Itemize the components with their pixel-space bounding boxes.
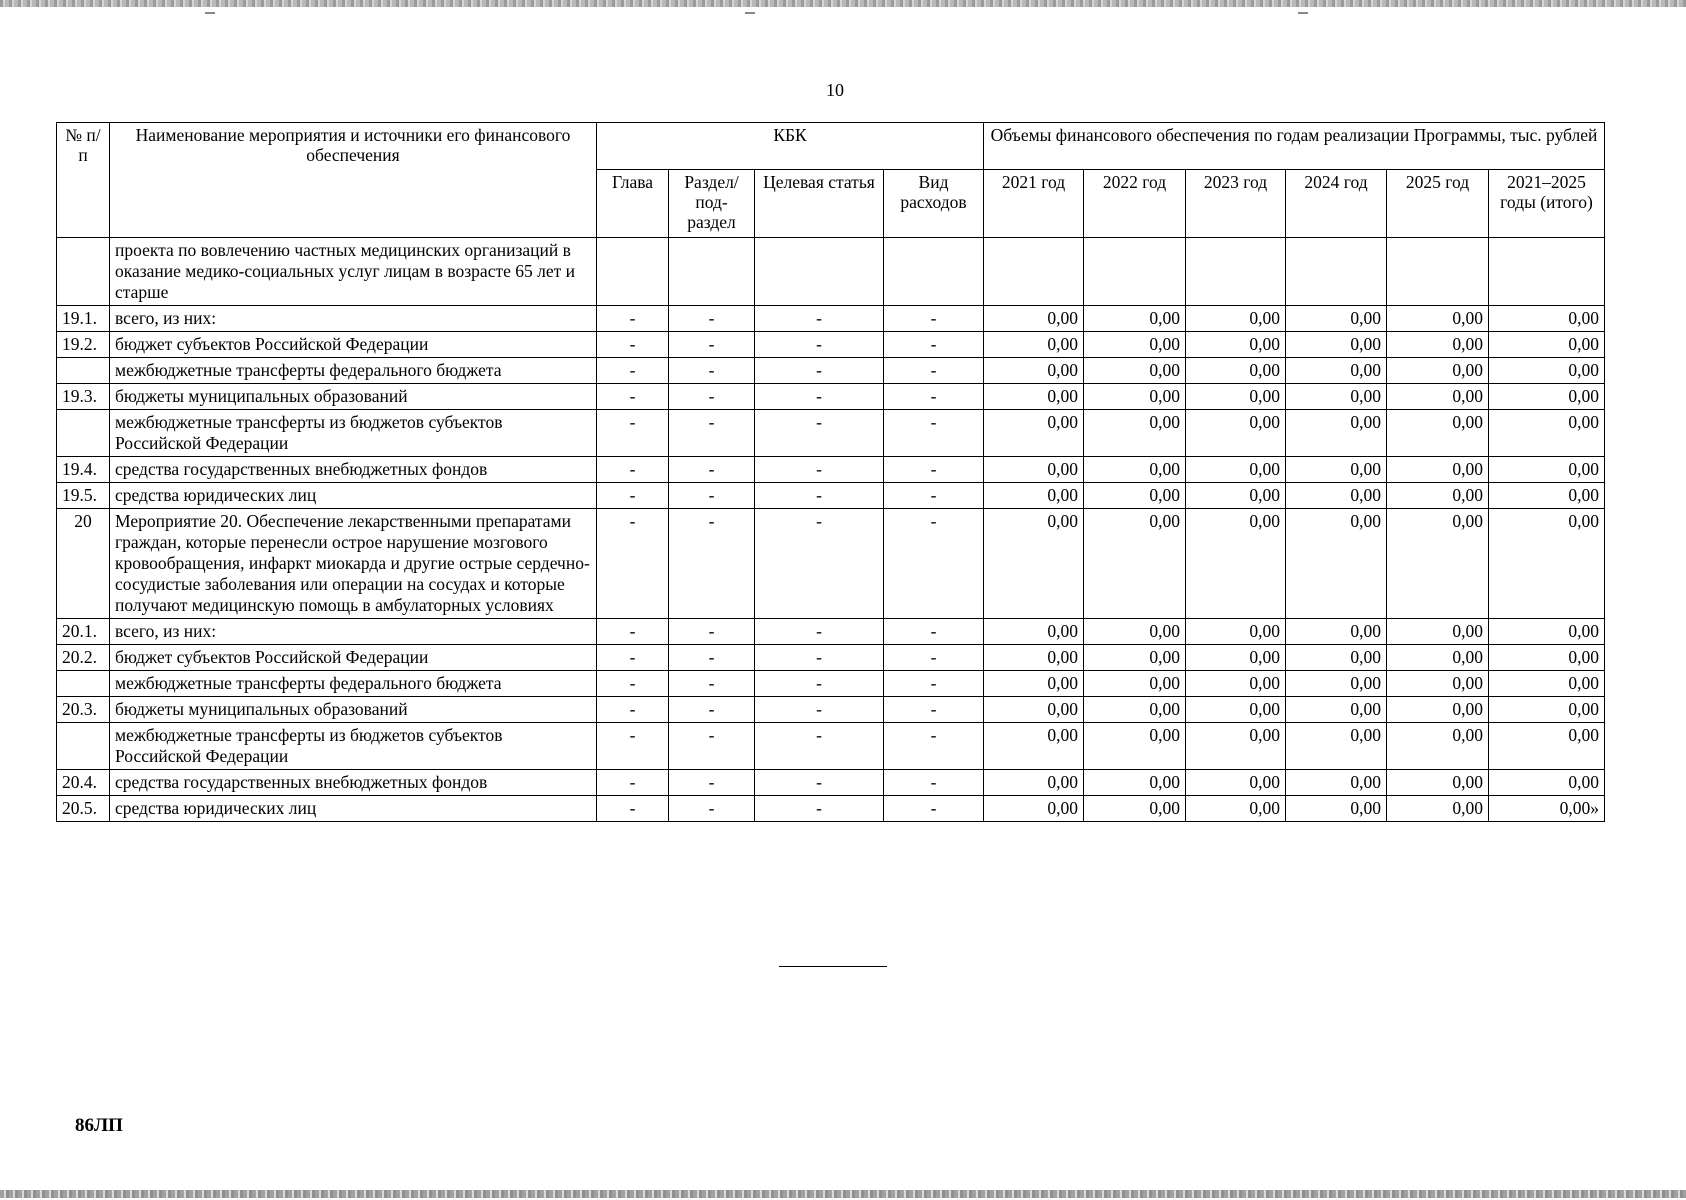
cell-glava: -: [597, 671, 669, 697]
cell-y2022: 0,00: [1084, 509, 1186, 619]
cell-razdel: -: [669, 410, 755, 457]
cell-total: 0,00: [1489, 509, 1605, 619]
doc-code: 86ЛП: [75, 1115, 123, 1136]
cell-y2021: 0,00: [984, 671, 1084, 697]
cell-y2023: 0,00: [1186, 457, 1286, 483]
cell-glava: -: [597, 723, 669, 770]
header-name: Наименование мероприятия и источники его финансового обеспечения: [110, 123, 597, 238]
cell-tselevaya: -: [755, 509, 884, 619]
cell-tselevaya: -: [755, 770, 884, 796]
header-2021: 2021 год: [984, 170, 1084, 238]
cell-glava: -: [597, 457, 669, 483]
table-row: [57, 483, 1605, 509]
header-razdel: Раздел/ под-раздел: [669, 170, 755, 238]
financing-table: [56, 122, 1605, 822]
cell-total: [1489, 238, 1605, 306]
cell-y2024: [1286, 238, 1387, 306]
scan-artifact: [1298, 12, 1308, 14]
cell-y2022: 0,00: [1084, 332, 1186, 358]
cell-y2024: 0,00: [1286, 697, 1387, 723]
cell-tselevaya: -: [755, 410, 884, 457]
cell-name: средства государственных внебюджетных фондов: [110, 770, 597, 796]
cell-no: 19.3.: [57, 384, 110, 410]
cell-tselevaya: -: [755, 796, 884, 822]
table-row: [57, 697, 1605, 723]
cell-tselevaya: -: [755, 332, 884, 358]
cell-y2021: [984, 238, 1084, 306]
table-row: [57, 619, 1605, 645]
cell-y2023: 0,00: [1186, 410, 1286, 457]
cell-y2023: 0,00: [1186, 358, 1286, 384]
cell-vid: -: [884, 796, 984, 822]
cell-y2022: 0,00: [1084, 645, 1186, 671]
cell-name: всего, из них:: [110, 306, 597, 332]
cell-tselevaya: -: [755, 457, 884, 483]
cell-glava: -: [597, 770, 669, 796]
cell-vid: -: [884, 645, 984, 671]
cell-name: бюджеты муниципальных образований: [110, 697, 597, 723]
cell-name: всего, из них:: [110, 619, 597, 645]
header-2025: 2025 год: [1387, 170, 1489, 238]
cell-y2022: [1084, 238, 1186, 306]
cell-name: средства юридических лиц: [110, 483, 597, 509]
cell-total: 0,00: [1489, 410, 1605, 457]
cell-y2024: 0,00: [1286, 796, 1387, 822]
cell-y2021: 0,00: [984, 723, 1084, 770]
cell-razdel: -: [669, 619, 755, 645]
header-2024: 2024 год: [1286, 170, 1387, 238]
cell-vid: -: [884, 483, 984, 509]
table-row: [57, 671, 1605, 697]
cell-no: 20.1.: [57, 619, 110, 645]
cell-y2022: 0,00: [1084, 410, 1186, 457]
cell-tselevaya: -: [755, 483, 884, 509]
cell-no: 19.2.: [57, 332, 110, 358]
cell-vid: -: [884, 671, 984, 697]
cell-y2025: 0,00: [1387, 457, 1489, 483]
cell-razdel: -: [669, 796, 755, 822]
cell-no: 19.5.: [57, 483, 110, 509]
cell-y2023: 0,00: [1186, 384, 1286, 410]
cell-y2022: 0,00: [1084, 384, 1186, 410]
cell-glava: -: [597, 645, 669, 671]
cell-total: 0,00: [1489, 358, 1605, 384]
cell-y2023: 0,00: [1186, 723, 1286, 770]
cell-razdel: [669, 238, 755, 306]
cell-y2022: 0,00: [1084, 457, 1186, 483]
cell-razdel: -: [669, 457, 755, 483]
cell-y2024: 0,00: [1286, 645, 1387, 671]
cell-glava: -: [597, 306, 669, 332]
cell-no: [57, 238, 110, 306]
cell-y2021: 0,00: [984, 645, 1084, 671]
cell-total: 0,00: [1489, 619, 1605, 645]
cell-total: 0,00: [1489, 384, 1605, 410]
cell-y2025: 0,00: [1387, 671, 1489, 697]
cell-glava: -: [597, 796, 669, 822]
cell-vid: [884, 238, 984, 306]
header-no: № п/п: [57, 123, 110, 238]
cell-vid: -: [884, 723, 984, 770]
cell-y2022: 0,00: [1084, 697, 1186, 723]
cell-y2021: 0,00: [984, 796, 1084, 822]
cell-y2025: 0,00: [1387, 358, 1489, 384]
cell-y2022: 0,00: [1084, 358, 1186, 384]
cell-y2025: 0,00: [1387, 796, 1489, 822]
cell-y2024: 0,00: [1286, 410, 1387, 457]
cell-y2022: 0,00: [1084, 723, 1186, 770]
cell-y2022: 0,00: [1084, 770, 1186, 796]
header-glava: Глава: [597, 170, 669, 238]
cell-razdel: -: [669, 358, 755, 384]
header-vid: Вид расходов: [884, 170, 984, 238]
table-row: [57, 332, 1605, 358]
scan-artifact: [205, 12, 215, 14]
cell-vid: -: [884, 358, 984, 384]
cell-y2022: 0,00: [1084, 306, 1186, 332]
cell-y2023: 0,00: [1186, 332, 1286, 358]
cell-y2024: 0,00: [1286, 306, 1387, 332]
cell-vid: -: [884, 697, 984, 723]
cell-total: 0,00: [1489, 457, 1605, 483]
cell-vid: -: [884, 384, 984, 410]
cell-no: 20.5.: [57, 796, 110, 822]
cell-y2021: 0,00: [984, 697, 1084, 723]
cell-name: средства государственных внебюджетных фондов: [110, 457, 597, 483]
cell-total: 0,00: [1489, 332, 1605, 358]
cell-y2024: 0,00: [1286, 332, 1387, 358]
cell-total: 0,00: [1489, 483, 1605, 509]
cell-glava: -: [597, 384, 669, 410]
cell-y2021: 0,00: [984, 306, 1084, 332]
cell-y2025: 0,00: [1387, 384, 1489, 410]
cell-y2022: 0,00: [1084, 671, 1186, 697]
cell-name: средства юридических лиц: [110, 796, 597, 822]
cell-tselevaya: -: [755, 671, 884, 697]
cell-glava: -: [597, 697, 669, 723]
header-2022: 2022 год: [1084, 170, 1186, 238]
cell-razdel: -: [669, 332, 755, 358]
cell-total: 0,00: [1489, 306, 1605, 332]
table-row: [57, 509, 1605, 619]
cell-y2025: 0,00: [1387, 306, 1489, 332]
cell-no: 19.4.: [57, 457, 110, 483]
cell-glava: -: [597, 358, 669, 384]
cell-name: межбюджетные трансферты из бюджетов субъектов Российской Федерации: [110, 410, 597, 457]
cell-y2025: 0,00: [1387, 509, 1489, 619]
cell-total: 0,00: [1489, 697, 1605, 723]
header-volumes: Объемы финансового обеспечения по годам реализации Программы, тыс. рублей: [984, 123, 1605, 170]
cell-tselevaya: -: [755, 619, 884, 645]
cell-total: 0,00»: [1489, 796, 1605, 822]
cell-y2025: 0,00: [1387, 770, 1489, 796]
cell-y2021: 0,00: [984, 410, 1084, 457]
cell-vid: -: [884, 457, 984, 483]
cell-y2022: 0,00: [1084, 796, 1186, 822]
cell-y2023: 0,00: [1186, 796, 1286, 822]
header-kbk: КБК: [597, 123, 984, 170]
cell-y2025: [1387, 238, 1489, 306]
cell-y2021: 0,00: [984, 384, 1084, 410]
cell-name: бюджет субъектов Российской Федерации: [110, 645, 597, 671]
cell-name: проекта по вовлечению частных медицинских организаций в оказание медико-социальных услуг лицам в возрасте 65 лет и старше: [110, 238, 597, 306]
cell-vid: -: [884, 306, 984, 332]
cell-y2025: 0,00: [1387, 483, 1489, 509]
end-divider: [779, 966, 887, 967]
cell-y2024: 0,00: [1286, 384, 1387, 410]
cell-tselevaya: [755, 238, 884, 306]
cell-y2024: 0,00: [1286, 358, 1387, 384]
page-number: 10: [826, 80, 844, 100]
table-row: [57, 410, 1605, 457]
cell-y2023: 0,00: [1186, 619, 1286, 645]
cell-y2025: 0,00: [1387, 645, 1489, 671]
cell-no: 19.1.: [57, 306, 110, 332]
cell-name: бюджет субъектов Российской Федерации: [110, 332, 597, 358]
cell-y2023: 0,00: [1186, 645, 1286, 671]
cell-y2023: 0,00: [1186, 483, 1286, 509]
cell-no: [57, 671, 110, 697]
cell-y2021: 0,00: [984, 483, 1084, 509]
cell-y2022: 0,00: [1084, 619, 1186, 645]
cell-no: [57, 723, 110, 770]
cell-y2021: 0,00: [984, 358, 1084, 384]
cell-y2023: 0,00: [1186, 509, 1286, 619]
cell-razdel: -: [669, 645, 755, 671]
cell-glava: -: [597, 410, 669, 457]
cell-tselevaya: -: [755, 306, 884, 332]
cell-glava: -: [597, 483, 669, 509]
cell-glava: -: [597, 619, 669, 645]
cell-razdel: -: [669, 384, 755, 410]
cell-tselevaya: -: [755, 697, 884, 723]
cell-y2024: 0,00: [1286, 457, 1387, 483]
header-tselevaya: Целевая статья: [755, 170, 884, 238]
cell-no: 20.4.: [57, 770, 110, 796]
cell-name: межбюджетные трансферты федерального бюджета: [110, 671, 597, 697]
cell-tselevaya: -: [755, 358, 884, 384]
cell-tselevaya: -: [755, 645, 884, 671]
cell-y2023: 0,00: [1186, 671, 1286, 697]
cell-name: межбюджетные трансферты федерального бюджета: [110, 358, 597, 384]
scan-artifact: [745, 12, 755, 14]
table-row: [57, 796, 1605, 822]
table-row: [57, 306, 1605, 332]
cell-tselevaya: -: [755, 723, 884, 770]
cell-y2021: 0,00: [984, 509, 1084, 619]
cell-razdel: -: [669, 770, 755, 796]
table-row: [57, 645, 1605, 671]
header-total: 2021–2025 годы (итого): [1489, 170, 1605, 238]
cell-y2024: 0,00: [1286, 619, 1387, 645]
cell-y2023: 0,00: [1186, 306, 1286, 332]
cell-razdel: -: [669, 723, 755, 770]
cell-y2025: 0,00: [1387, 410, 1489, 457]
cell-glava: [597, 238, 669, 306]
cell-razdel: -: [669, 697, 755, 723]
table-body: [57, 238, 1605, 822]
cell-vid: -: [884, 410, 984, 457]
table-row: [57, 723, 1605, 770]
cell-tselevaya: -: [755, 384, 884, 410]
cell-y2023: 0,00: [1186, 697, 1286, 723]
cell-razdel: -: [669, 483, 755, 509]
cell-razdel: -: [669, 306, 755, 332]
cell-y2024: 0,00: [1286, 483, 1387, 509]
table-row: [57, 238, 1605, 306]
cell-no: 20: [57, 509, 110, 619]
cell-glava: -: [597, 509, 669, 619]
scan-edge-top: [0, 0, 1686, 7]
table-row: [57, 770, 1605, 796]
cell-vid: -: [884, 619, 984, 645]
cell-vid: -: [884, 509, 984, 619]
cell-y2023: 0,00: [1186, 770, 1286, 796]
cell-no: 20.2.: [57, 645, 110, 671]
cell-y2025: 0,00: [1387, 697, 1489, 723]
cell-total: 0,00: [1489, 671, 1605, 697]
table-row: [57, 358, 1605, 384]
table-row: [57, 384, 1605, 410]
cell-name: межбюджетные трансферты из бюджетов субъектов Российской Федерации: [110, 723, 597, 770]
cell-name: бюджеты муниципальных образований: [110, 384, 597, 410]
header-2023: 2023 год: [1186, 170, 1286, 238]
header-row-1: [57, 123, 1605, 170]
cell-total: 0,00: [1489, 770, 1605, 796]
cell-y2021: 0,00: [984, 457, 1084, 483]
table-row: [57, 457, 1605, 483]
scan-edge-bottom: [0, 1190, 1686, 1198]
cell-name: Мероприятие 20. Обеспечение лекарственными препаратами граждан, которые перенесли острое нарушение мозгового кровообращения, инфаркт миокарда и другие острые сердечно-сосудистые заболевания или операции на сосудах и которые получают медицинскую помощь в амбулаторных условиях: [110, 509, 597, 619]
cell-razdel: -: [669, 509, 755, 619]
cell-y2025: 0,00: [1387, 723, 1489, 770]
cell-glava: -: [597, 332, 669, 358]
cell-vid: -: [884, 332, 984, 358]
cell-vid: -: [884, 770, 984, 796]
cell-no: [57, 358, 110, 384]
cell-y2024: 0,00: [1286, 509, 1387, 619]
cell-y2025: 0,00: [1387, 619, 1489, 645]
cell-total: 0,00: [1489, 645, 1605, 671]
cell-y2021: 0,00: [984, 332, 1084, 358]
cell-y2024: 0,00: [1286, 770, 1387, 796]
cell-y2023: [1186, 238, 1286, 306]
cell-y2021: 0,00: [984, 770, 1084, 796]
cell-y2024: 0,00: [1286, 723, 1387, 770]
cell-total: 0,00: [1489, 723, 1605, 770]
cell-razdel: -: [669, 671, 755, 697]
cell-no: 20.3.: [57, 697, 110, 723]
cell-y2021: 0,00: [984, 619, 1084, 645]
cell-y2022: 0,00: [1084, 483, 1186, 509]
cell-y2025: 0,00: [1387, 332, 1489, 358]
cell-no: [57, 410, 110, 457]
cell-y2024: 0,00: [1286, 671, 1387, 697]
